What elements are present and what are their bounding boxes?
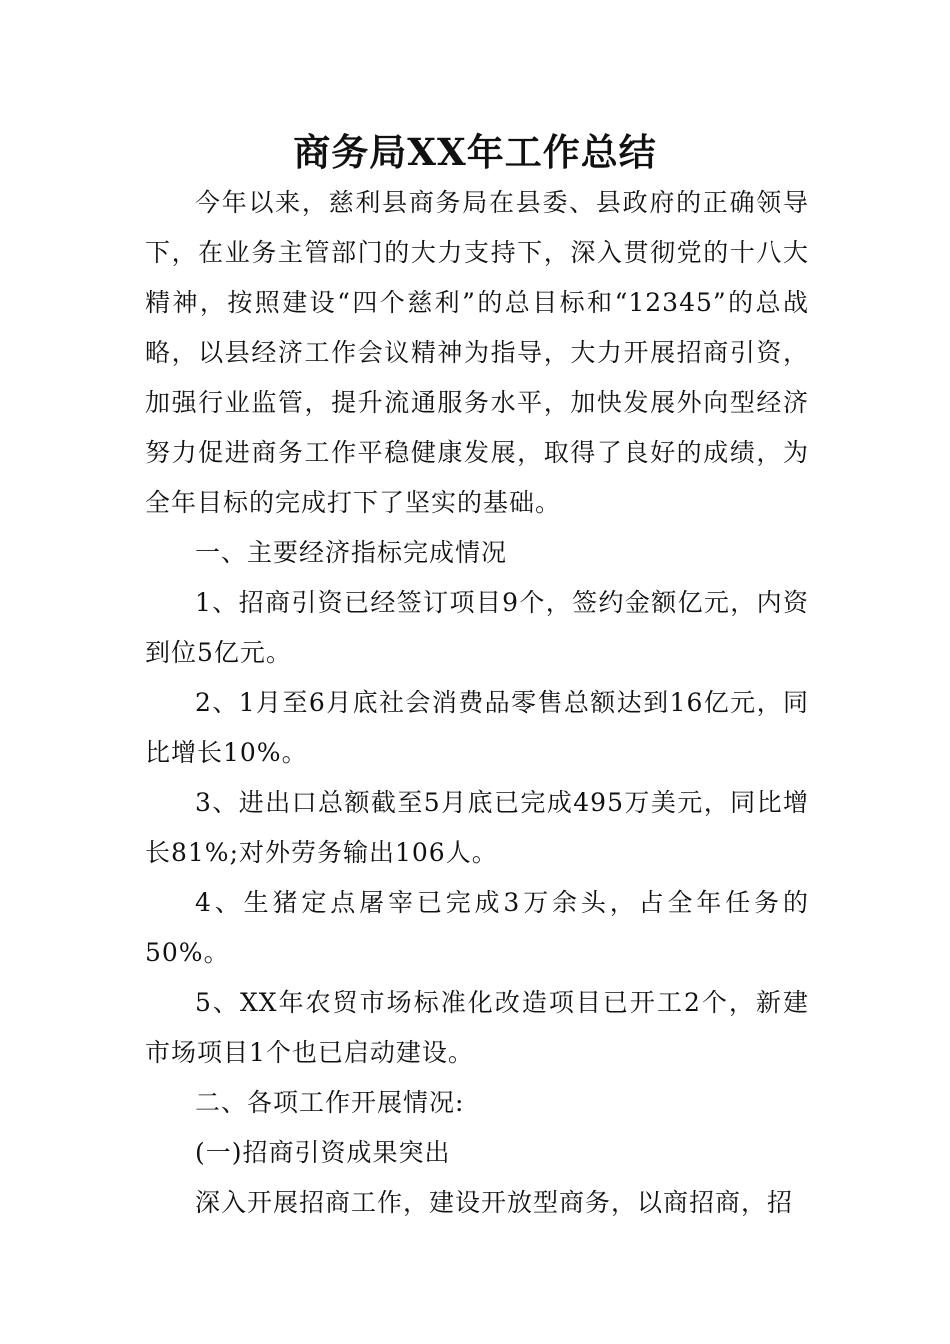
indicator-item-4: 4、生猪定点屠宰已完成3万余头，占全年任务的50%。	[145, 888, 809, 967]
document-title: 商务局XX年工作总结	[293, 130, 657, 174]
investment-paragraph: 深入开展招商工作，建设开放型商务，以商招商，招	[195, 1188, 794, 1217]
indicator-item-3: 3、进出口总额截至5月底已完成495万美元，同比增长81%;对外劳务输出106人。	[145, 788, 809, 867]
section-heading-work: 二、各项工作开展情况:	[195, 1088, 465, 1117]
document-body	[145, 178, 809, 1228]
section-heading-indicators: 一、主要经济指标完成情况	[195, 538, 508, 567]
indicator-item-2: 2、1月至6月底社会消费品零售总额达到16亿元，同比增长10%。	[145, 688, 809, 767]
intro-paragraph: 今年以来，慈利县商务局在县委、县政府的正确领导下，在业务主管部门的大力支持下，深入贯彻党的十八大精神，按照建设“四个慈利”的总目标和“12345”的总战略，以县经济工作会议精神为指导，大力开展招商引资，加强行业监管，提升流通服务水平，加快发展外向型经济努力促进商务工作平稳健康发展，取得了良好的成绩，为全年目标的完成打下了坚实的基础。	[145, 188, 809, 517]
subsection-heading-investment: (一)招商引资成果突出	[195, 1138, 451, 1167]
indicator-item-5: 5、XX年农贸市场标准化改造项目已开工2个，新建市场项目1个也已启动建设。	[145, 988, 809, 1067]
indicator-item-1: 1、招商引资已经签订项目9个，签约金额亿元，内资到位5亿元。	[145, 588, 809, 667]
